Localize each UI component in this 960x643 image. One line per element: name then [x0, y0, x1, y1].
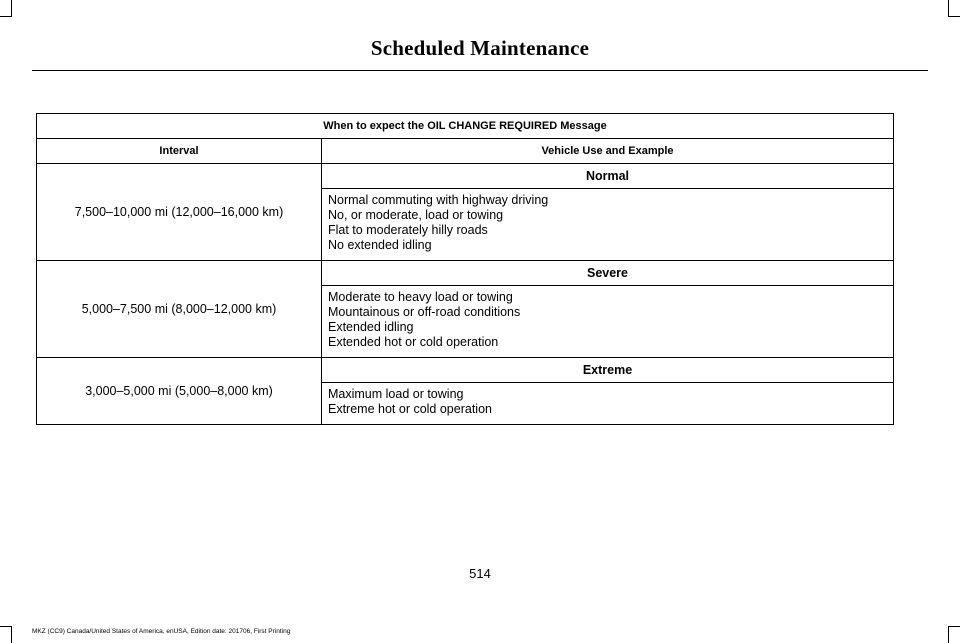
example-line: Mountainous or off-road conditions: [328, 305, 521, 319]
crop-mark: [948, 0, 949, 16]
column-header-interval: Interval: [37, 139, 322, 164]
usage-level: Normal: [322, 164, 894, 189]
crop-mark: [0, 16, 12, 17]
usage-examples: [322, 383, 894, 425]
page-number: 514: [469, 566, 491, 581]
crop-mark: [948, 627, 949, 643]
interval-cell: 3,000–5,000 mi (5,000–8,000 km): [37, 358, 322, 425]
crop-mark: [948, 626, 960, 627]
page-title: Scheduled Maintenance: [370, 36, 590, 60]
title-rule: [32, 70, 928, 71]
crop-mark: [948, 16, 960, 17]
usage-level: Severe: [322, 261, 894, 286]
example-line: No extended idling: [328, 238, 432, 252]
example-line: Normal commuting with highway driving: [328, 193, 549, 207]
example-line: Extended hot or cold operation: [328, 335, 499, 349]
example-line: Extreme hot or cold operation: [328, 402, 492, 416]
table-row: [37, 358, 894, 383]
crop-mark: [11, 627, 12, 643]
crop-mark: [11, 0, 12, 16]
example-line: Moderate to heavy load or towing: [328, 290, 513, 304]
usage-examples: [322, 189, 894, 261]
table-caption: When to expect the OIL CHANGE REQUIRED Message: [37, 114, 894, 139]
table-row: [37, 261, 894, 286]
column-header-vehicle-use: Vehicle Use and Example: [322, 139, 894, 164]
example-line: Flat to moderately hilly roads: [328, 223, 488, 237]
oil-change-table: [36, 113, 894, 425]
edition-footer: MKZ (CC9) Canada/United States of America, enUSA, Edition date: 201706, First Printing: [32, 628, 291, 635]
example-line: Extended idling: [328, 320, 414, 334]
usage-level: Extreme: [322, 358, 894, 383]
crop-mark: [0, 626, 12, 627]
interval-cell: 7,500–10,000 mi (12,000–16,000 km): [37, 164, 322, 261]
table-row: [37, 164, 894, 189]
example-line: Maximum load or towing: [328, 387, 464, 401]
interval-cell: 5,000–7,500 mi (8,000–12,000 km): [37, 261, 322, 358]
usage-examples: [322, 286, 894, 358]
example-line: No, or moderate, load or towing: [328, 208, 504, 222]
